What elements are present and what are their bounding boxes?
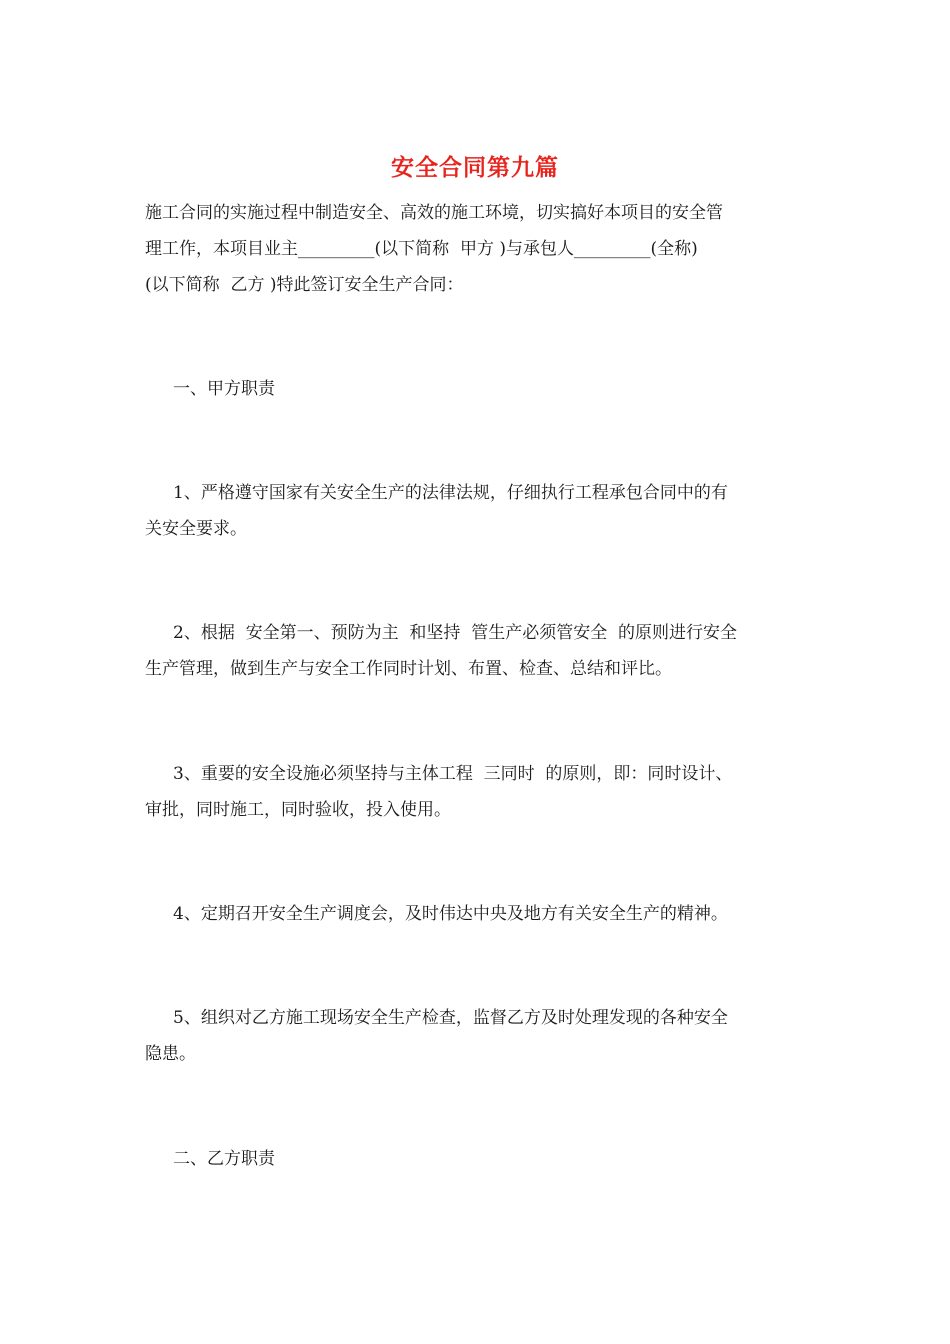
item-4-line-1: 4、定期召开安全生产调度会，及时伟达中央及地方有关安全生产的精神。 [173, 904, 728, 924]
item-3-line-2: 审批，同时施工，同时验收，投入使用。 [145, 800, 451, 820]
item-1-line-1: 1、严格遵守国家有关安全生产的法律法规，仔细执行工程承包合同中的有 [173, 483, 728, 503]
intro-line-1: 施工合同的实施过程中制造安全、高效的施工环境，切实搞好本项目的安全管 [145, 203, 723, 223]
item-3-line-1: 3、重要的安全设施必须坚持与主体工程 三同时 的原则，即：同时设计、 [173, 764, 733, 784]
item-5-line-1: 5、组织对乙方施工现场安全生产检查，监督乙方及时处理发现的各种安全 [173, 1008, 728, 1028]
section-heading-party-b: 二、乙方职责 [173, 1149, 275, 1169]
intro-line-2: 理工作，本项目业主_________(以下简称 甲方 )与承包人_________(全称) [145, 239, 698, 259]
intro-line-3: (以下简称 乙方 )特此签订安全生产合同： [145, 275, 464, 295]
item-2-line-1: 2、根据 安全第一、预防为主 和坚持 管生产必须管安全 的原则进行安全 [173, 623, 738, 643]
document-title: 安全合同第九篇 [391, 154, 559, 181]
item-1-line-2: 关安全要求。 [145, 519, 247, 539]
section-heading-party-a: 一、甲方职责 [173, 379, 275, 399]
item-2-line-2: 生产管理，做到生产与安全工作同时计划、布置、检查、总结和评比。 [145, 659, 672, 679]
item-5-line-2: 隐患。 [145, 1044, 196, 1064]
